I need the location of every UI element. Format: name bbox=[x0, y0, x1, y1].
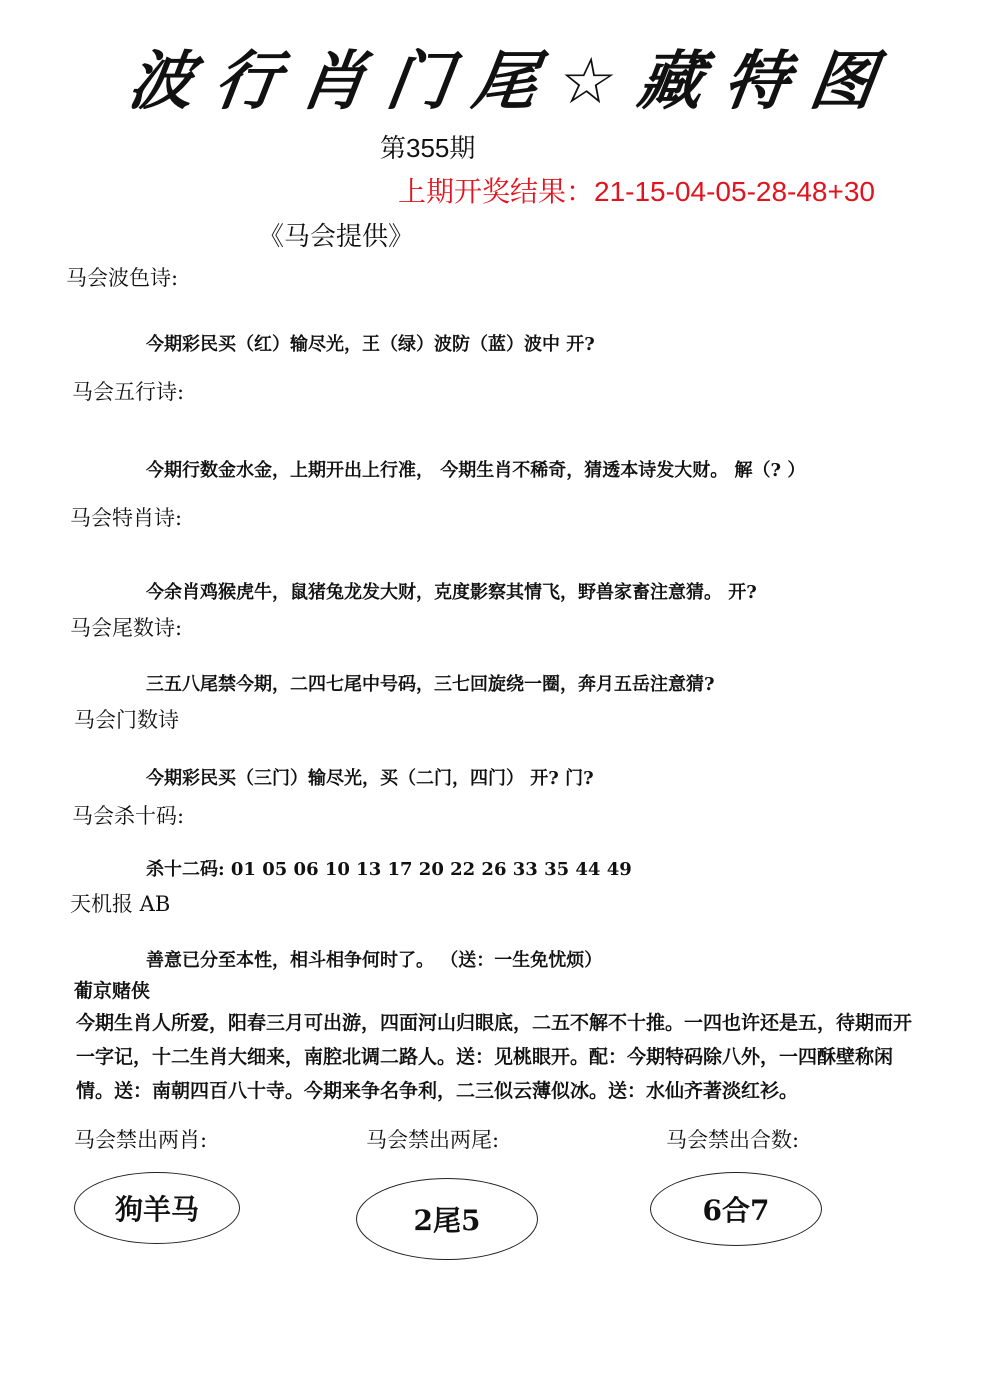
section-label: 马会波色诗: bbox=[66, 266, 179, 290]
section-label: 马会杀十码: bbox=[72, 804, 185, 828]
section-text: 善意已分至本性，相斗相争何时了。 （送：一生免忧烦） bbox=[146, 950, 603, 971]
provider: 《马会提供》 bbox=[258, 222, 415, 252]
section-label: 马会五行诗: bbox=[72, 380, 185, 404]
ban-zodiac-oval bbox=[74, 1172, 240, 1244]
section-text: 今余肖鸡猴虎牛，鼠猪兔龙发大财，克度影察其情飞，野兽家畜注意猜。 开? bbox=[146, 582, 757, 603]
section-label: 马会尾数诗: bbox=[70, 616, 183, 640]
page-title: 波行肖门尾☆藏特图 bbox=[123, 45, 902, 119]
ban-label: 马会禁出两肖: bbox=[74, 1128, 208, 1152]
section-label: 马会特肖诗: bbox=[70, 506, 183, 530]
ban-value: 2尾5 bbox=[413, 1204, 481, 1237]
kill-numbers: 杀十二码: 01 05 06 10 13 17 20 22 26 33 35 44 49 bbox=[146, 859, 632, 880]
section-text: 今期彩民买（红）输尽光，王（绿）波防（蓝）波中 开? bbox=[146, 334, 595, 355]
ban-label: 马会禁出两尾: bbox=[366, 1128, 500, 1152]
section-text: 三五八尾禁今期，二四七尾中号码，三七回旋绕一圈，奔月五岳注意猜? bbox=[146, 674, 715, 695]
ban-label: 马会禁出合数: bbox=[666, 1128, 800, 1152]
section-text: 今期行数金水金，上期开出上行准， 今期生肖不稀奇，猜透本诗发大财。 解（? ） bbox=[146, 460, 806, 481]
last-result bbox=[398, 170, 875, 210]
gambler-label: 葡京赌侠 bbox=[74, 980, 151, 1002]
section-label: 马会门数诗 bbox=[74, 708, 179, 732]
ban-value: 狗羊马 bbox=[114, 1193, 199, 1226]
last-result-numbers: 21-15-04-05-28-48+30 bbox=[594, 176, 875, 207]
issue-number: 第355期 bbox=[380, 133, 476, 163]
section-label: 天机报 AB bbox=[70, 892, 171, 916]
ban-value: 6合7 bbox=[702, 1194, 770, 1227]
section-text: 今期彩民买（三门）输尽光，买（二门，四门） 开? 门? bbox=[146, 768, 594, 789]
gambler-text: 今期生肖人所爱，阳春三月可出游，四面河山归眼底，二五不解不十推。一四也许还是五，待期而开一字记，十二生肖大细来，南腔北调二路人。送：见桃眼开。配：今期特码除八外，一四酥壁称闲情。送：南朝四百八十寺。今期来争名争利，二三似云薄似冰。送：水仙齐著淡红衫。 bbox=[76, 1012, 913, 1102]
ban-sum-oval bbox=[650, 1172, 822, 1246]
ban-tail-oval bbox=[356, 1178, 538, 1260]
last-result-label: 上期开奖结果： bbox=[398, 176, 595, 207]
